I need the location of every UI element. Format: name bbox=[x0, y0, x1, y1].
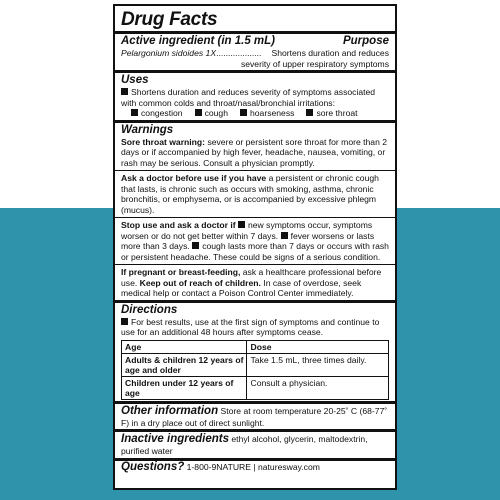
divider-thick bbox=[115, 401, 395, 404]
purpose-heading: Purpose bbox=[342, 35, 389, 47]
dosage-table bbox=[121, 340, 389, 400]
active-ingredient-row bbox=[121, 48, 389, 59]
bullet-square-icon bbox=[192, 242, 199, 249]
symptom-item: sore throat bbox=[306, 108, 357, 119]
questions: Questions? 1-800-9NATURE | naturesway.com bbox=[121, 460, 320, 473]
warnings-heading: Warnings bbox=[121, 123, 174, 136]
bullet-square-icon bbox=[306, 109, 313, 116]
age-cell: Adults & children 12 years of age and older bbox=[122, 353, 247, 376]
bullet-square-icon bbox=[131, 109, 138, 116]
stop-use-warning: Stop use and ask a doctor if new symptoms occur, symptoms worsen or do not get better within 7 days. fever worsens or lasts more than 3 days. cough lasts more than 7 days or occurs with rash or persistent headache. These could be signs of a serious condition. bbox=[121, 220, 389, 262]
divider-thin bbox=[115, 170, 395, 171]
questions-heading: Questions? bbox=[121, 460, 185, 473]
uses-heading: Uses bbox=[121, 74, 149, 86]
ingredient-name: Pelargonium sidoides 1X bbox=[121, 48, 217, 58]
dose-cell: Take 1.5 mL, three times daily. bbox=[247, 353, 389, 376]
active-ingredient-heading: Active ingredient (in 1.5 mL) bbox=[121, 35, 275, 47]
ingredient-purpose-line1: Shortens duration and reduces bbox=[271, 48, 389, 58]
age-cell: Children under 12 years of age bbox=[122, 376, 247, 399]
symptom-item: congestion bbox=[131, 108, 183, 119]
symptom-list bbox=[121, 108, 389, 119]
dosage-table-header bbox=[122, 340, 389, 353]
bullet-square-icon bbox=[121, 318, 128, 325]
drug-facts-label bbox=[113, 4, 397, 490]
directions-text: For best results, use at the first sign of symptoms and continue to use for an additional 48 hours after symptoms cease. bbox=[121, 316, 380, 337]
bullet-square-icon bbox=[121, 88, 128, 95]
divider-thick bbox=[115, 429, 395, 432]
bullet-square-icon bbox=[240, 109, 247, 116]
symptom-item: hoarseness bbox=[240, 108, 294, 119]
symptom-item: cough bbox=[195, 108, 228, 119]
inactive-ingredients-heading: Inactive ingredients bbox=[121, 433, 230, 445]
divider-thick bbox=[115, 120, 395, 123]
ingredient-purpose-line2: severity of upper respiratory symptoms bbox=[240, 58, 389, 69]
divider-thick bbox=[115, 70, 395, 73]
divider-thin bbox=[115, 217, 395, 218]
uses-text: Shortens duration and reduces severity of symptoms associated with common colds and throat/nasal/bronchial irritations: bbox=[121, 87, 376, 108]
pregnancy-warning: If pregnant or breast-feeding, ask a healthcare professional before use. Keep out of reach of children. In case of overdose, seek medical help or contact a Poison Control Center immediately. bbox=[121, 267, 382, 298]
table-row bbox=[122, 376, 389, 399]
other-information: Other information Store at room temperature 20-25˚ C (68-77˚ F) in a dry place out of direct sunlight. bbox=[121, 404, 388, 428]
bullet-square-icon bbox=[195, 109, 202, 116]
divider-thick bbox=[115, 300, 395, 303]
sore-throat-warning: Sore throat warning: severe or persistent sore throat for more than 2 days or if accompanied by high fever, headache, nausea, vomiting, or rash may be serious. Consult a physician promptly. bbox=[121, 136, 388, 168]
table-row bbox=[122, 353, 389, 376]
bullet-square-icon bbox=[238, 221, 245, 228]
active-ingredient-header bbox=[121, 35, 389, 48]
inactive-ingredients: Inactive ingredients ethyl alcohol, glycerin, maltodextrin, purified water bbox=[121, 433, 368, 456]
other-information-heading: Other information bbox=[121, 404, 219, 417]
dose-cell: Consult a physician. bbox=[247, 376, 389, 399]
bullet-square-icon bbox=[281, 232, 288, 239]
drug-facts-title: Drug Facts bbox=[121, 9, 218, 30]
ingredient-dots: ................... bbox=[216, 48, 262, 58]
divider-thin bbox=[115, 264, 395, 265]
ask-doctor-warning: Ask a doctor before use if you have a persistent or chronic cough that lasts, is chronic such as occurs with smoking, asthma, chronic bronchitis, or emphysema, or is accompanied by excessive phlegm (mucus). bbox=[121, 173, 379, 215]
age-column-header: Age bbox=[122, 340, 247, 353]
dose-column-header: Dose bbox=[247, 340, 389, 353]
divider-thick bbox=[115, 31, 395, 34]
directions-heading: Directions bbox=[121, 303, 178, 316]
